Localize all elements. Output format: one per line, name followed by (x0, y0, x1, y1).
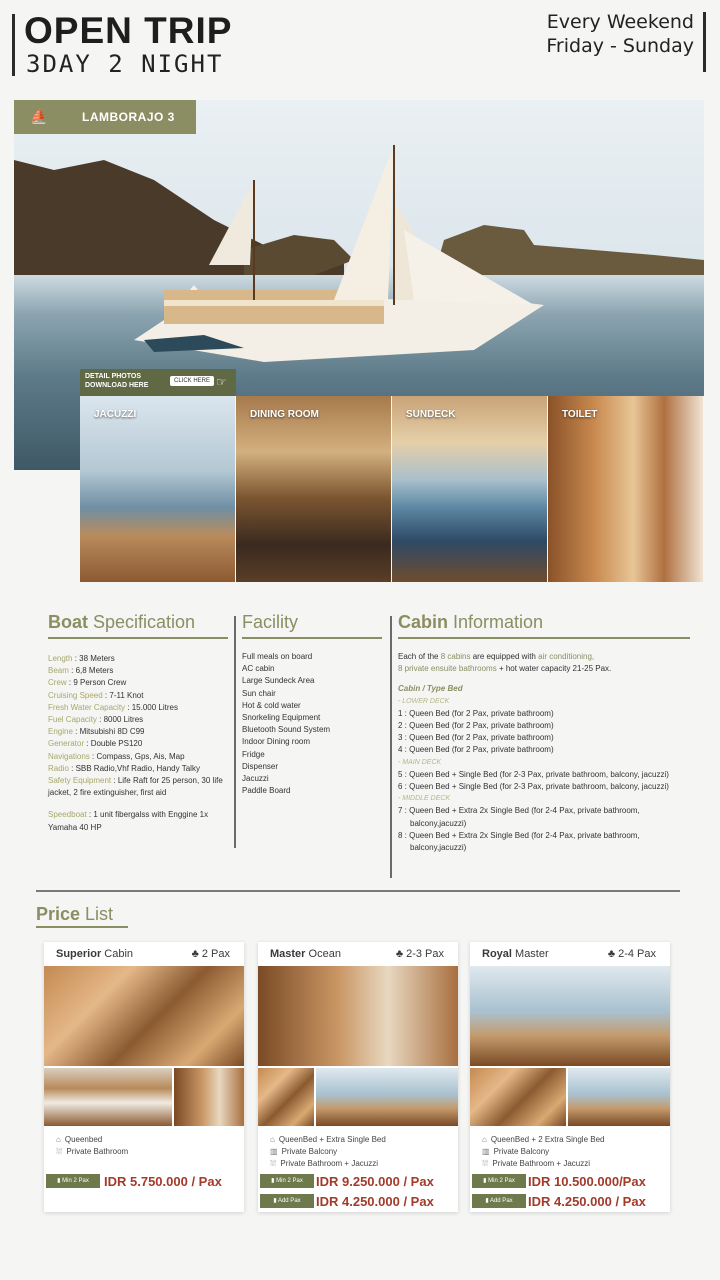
spec-row: Cruising Speed : 7-11 Knot (48, 690, 144, 700)
deck-label: - LOWER DECK (398, 697, 450, 705)
cabin-intro: Each of the 8 cabins are equipped with air conditioning, 8 private ensuite bathrooms + hot water capacity 21-25 Pax. (398, 652, 612, 674)
schedule (546, 10, 694, 58)
column-divider (234, 616, 236, 848)
cabin-list (398, 683, 690, 854)
cabin-row: 7 : Queen Bed + Extra 2x Single Bed (for 2-4 Pax, private bathroom, balcony,jacuzzi) (398, 806, 640, 828)
spec-row: Fuel Capacity : 8000 Litres (48, 715, 144, 725)
thumb-label: SUNDECK (406, 409, 456, 420)
cabin-photo (258, 1068, 314, 1126)
spec-row: Crew : 9 Person Crew (48, 678, 127, 688)
deck-label: - MAIN DECK (398, 758, 442, 766)
bed-icon: ⌂ (482, 1135, 487, 1144)
cabin-row: 4 : Queen Bed (for 2 Pax, private bathroom) (398, 745, 554, 755)
cabin-row: 6 : Queen Bed + Single Bed (for 2-3 Pax, private bathroom, balcony, jacuzzi) (398, 782, 669, 792)
feature-item: ▥ Private Balcony (270, 1147, 338, 1156)
facility-item: Snorkeling Equipment (242, 713, 321, 723)
facility-item: Fridge (242, 749, 265, 759)
boat-icon: ⛵ (30, 108, 48, 124)
add-pax-tag: ▮ Add Pax (260, 1194, 314, 1208)
feature-item: ⌂ QueenBed + 2 Extra Single Bed (482, 1135, 605, 1144)
detail-photos-banner[interactable] (80, 369, 236, 396)
photo-thumbnails (80, 396, 704, 582)
cabin-rule (398, 637, 690, 639)
cursor-hand-icon: ☞ (216, 375, 227, 389)
card-pax: ♣ 2-4 Pax (607, 948, 656, 960)
facility-item: Indoor Dining room (242, 737, 311, 747)
column-divider (390, 616, 392, 878)
detail-photos-text (85, 372, 148, 390)
facility-item: Bluetooth Sound System (242, 725, 331, 735)
card-features (482, 1134, 604, 1170)
card-features (56, 1134, 128, 1158)
boat-specification (48, 612, 228, 834)
facility-item: Hot & cold water (242, 700, 301, 710)
feature-item: ⌂ QueenBed + Extra Single Bed (270, 1135, 386, 1144)
bed-icon: ⌂ (56, 1135, 61, 1144)
thumb-label: DINING ROOM (250, 409, 319, 420)
boat-name-tag (14, 100, 196, 134)
detail-line-1: DETAIL PHOTOS (85, 373, 142, 380)
card-features (270, 1134, 386, 1170)
card-title: Superior Cabin (56, 948, 134, 960)
shower-icon: ⛆ (270, 1159, 277, 1168)
spec-list (48, 653, 228, 799)
cabin-photo (44, 966, 244, 1066)
spec-row: Radio : SBB Radio,Vhf Radio, Handy Talky (48, 763, 200, 773)
spec-row: Navigations : Compass, Gps, Ais, Map (48, 751, 185, 761)
boat-name: LAMBORAJO 3 (82, 110, 175, 124)
cabin-row: 8 : Queen Bed + Extra 2x Single Bed (for 2-4 Pax, private bathroom, balcony,jacuzzi) (398, 830, 640, 853)
feature-item: ▥ Private Balcony (482, 1147, 550, 1156)
cabin-photo (258, 966, 458, 1066)
detail-line-2: DOWNLOAD HERE (85, 382, 149, 389)
card-add-price: IDR 4.250.000 / Pax (528, 1194, 646, 1209)
cabin-type-label: Cabin / Type Bed (398, 684, 463, 694)
spec-row: Fresh Water Capacity : 15.000 Litres (48, 702, 178, 712)
cabin-photo (470, 966, 670, 1066)
facility-item: Sun chair (242, 688, 276, 698)
min-pax-tag: ▮ Min 2 Pax (46, 1174, 100, 1188)
facility (242, 612, 382, 797)
card-price: IDR 9.250.000 / Pax (316, 1174, 434, 1189)
price-rule (36, 926, 128, 928)
feature-item: ⛆ Private Bathroom + Jacuzzi (482, 1159, 591, 1168)
thumb-label: JACUZZI (94, 409, 137, 420)
schedule-line-1: Every Weekend (546, 11, 694, 33)
cabin-information (398, 612, 690, 854)
feature-item: ⌂ Queenbed (56, 1135, 103, 1144)
card-price: IDR 10.500.000/Pax (528, 1174, 646, 1189)
price-card-master[interactable] (258, 942, 458, 1212)
cabin-row: 3 : Queen Bed (for 2 Pax, private bathroom) (398, 733, 554, 743)
price-list-heading: Price List (36, 904, 114, 924)
facility-item: AC cabin (242, 664, 275, 674)
add-pax-tag: ▮ Add Pax (472, 1194, 526, 1208)
bed-icon: ⌂ (270, 1135, 275, 1144)
thumb-sundeck[interactable] (392, 396, 548, 582)
thumb-jacuzzi[interactable] (80, 396, 236, 582)
facility-heading: Facility (242, 612, 299, 632)
deck-label: - MIDDLE DECK (398, 795, 451, 803)
cabin-heading: Cabin Information (398, 612, 544, 632)
facility-item: Dispenser (242, 761, 279, 771)
thumb-dining-room[interactable] (236, 396, 392, 582)
spec-rule (48, 637, 228, 639)
shower-icon: ⛆ (56, 1147, 63, 1156)
feature-item: ⛆ Private Bathroom + Jacuzzi (270, 1159, 379, 1168)
card-add-price: IDR 4.250.000 / Pax (316, 1194, 434, 1209)
card-pax: ♣ 2 Pax (191, 948, 230, 960)
facility-item: Paddle Board (242, 786, 291, 796)
facility-rule (242, 637, 382, 639)
card-title: Master Ocean (270, 948, 341, 960)
spec-row: Beam : 6,8 Meters (48, 666, 114, 676)
page-subtitle: 3DAY 2 NIGHT (26, 50, 224, 78)
spec-row: Safety Equipment : Life Raft for 25 person, 30 life jacket, 2 fire extinguisher, first aid (48, 776, 223, 798)
price-card-royal[interactable] (470, 942, 670, 1212)
facility-list (242, 651, 382, 797)
page-title: OPEN TRIP (24, 10, 233, 51)
facility-item: Large Sundeck Area (242, 676, 315, 686)
min-pax-tag: ▮ Min 2 Pax (260, 1174, 314, 1188)
cabin-photo (470, 1068, 566, 1126)
speedboat-spec: Speedboat : 1 unit fibergalss with Enggine 1x Yamaha 40 HP (48, 810, 209, 832)
cabin-photo (568, 1068, 670, 1126)
header-right-bar (703, 12, 706, 72)
cabin-row: 2 : Queen Bed (for 2 Pax, private bathroom) (398, 721, 554, 731)
shower-icon: ⛆ (482, 1159, 489, 1168)
cabin-photo (174, 1068, 244, 1126)
header-accent-bar (12, 14, 15, 76)
schedule-line-2: Friday - Sunday (546, 35, 694, 57)
click-here-button[interactable]: CLICK HERE (170, 376, 214, 386)
cabin-photo (316, 1068, 458, 1126)
cabin-row: 1 : Queen Bed (for 2 Pax, private bathroom) (398, 708, 554, 718)
balcony-icon: ▥ (482, 1147, 490, 1156)
cabin-row: 5 : Queen Bed + Single Bed (for 2-3 Pax, private bathroom, balcony, jacuzzi) (398, 769, 669, 779)
cabin-photo (44, 1068, 172, 1126)
spec-heading: Boat Specification (48, 612, 196, 632)
card-price: IDR 5.750.000 / Pax (104, 1174, 222, 1189)
section-divider (36, 890, 680, 892)
spec-row: Length : 38 Meters (48, 654, 115, 663)
spec-row: Engine : Mitsubishi 8D C99 (48, 727, 145, 737)
facility-item: Full meals on board (242, 652, 313, 661)
card-pax: ♣ 2-3 Pax (395, 948, 444, 960)
facility-item: Jacuzzi (242, 774, 269, 784)
price-card-superior[interactable] (44, 942, 244, 1212)
thumb-toilet[interactable] (548, 396, 704, 582)
card-title: Royal Master (482, 948, 549, 960)
balcony-icon: ▥ (270, 1147, 278, 1156)
min-pax-tag: ▮ Min 2 Pax (472, 1174, 526, 1188)
thumb-label: TOILET (562, 409, 598, 420)
spec-row: Generator : Double PS120 (48, 739, 143, 749)
feature-item: ⛆ Private Bathroom (56, 1147, 129, 1156)
